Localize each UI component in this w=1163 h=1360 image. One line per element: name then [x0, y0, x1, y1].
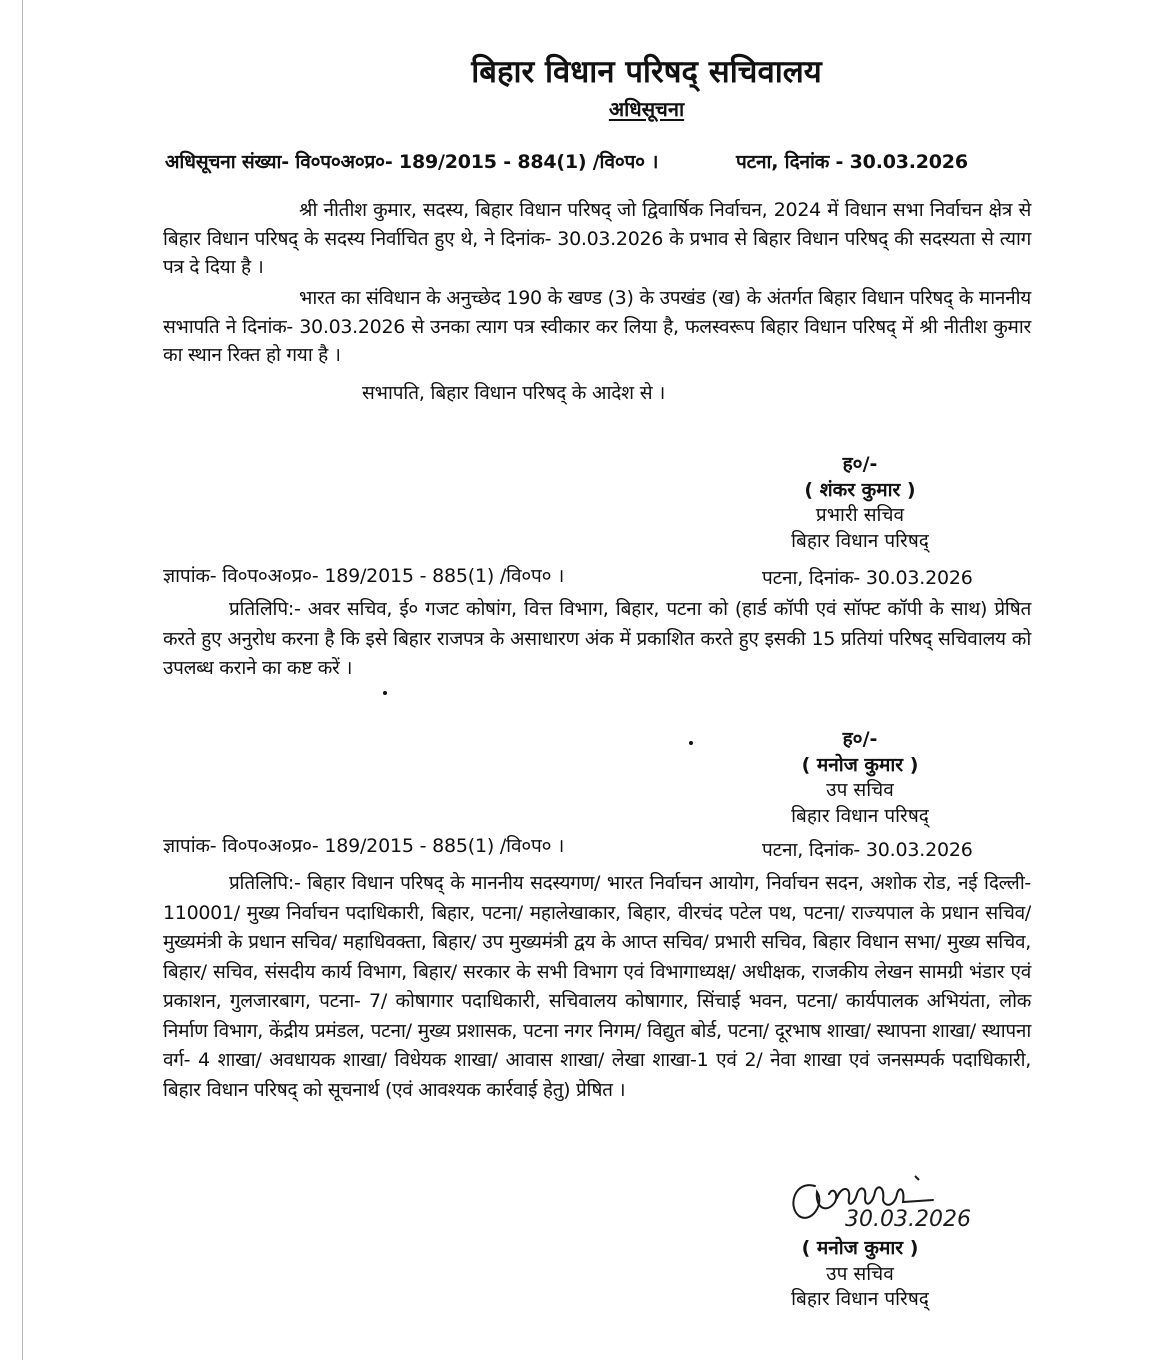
memo-1-copy-text: प्रतिलिपि:- अवर सचिव, ई० गजट कोषांग, वित्त विभाग, बिहार, पटना को (हार्ड कॉपी एवं सॉफ्ट कॉपी के साथ) प्रेषित करते हुए अनुरोध करना है कि इसे बिहार राजपत्र के असाधारण अंक में प्रकाशित करते हुए इसकी 15 प्रतियां परिषद् सचिवालय को उपलब्ध कराने का कष्ट करें । [163, 598, 1031, 679]
memo-1-number: ज्ञापांक- वि०प०अ०प्र०- 189/2015 - 885(1) /वि०प० । [163, 565, 565, 587]
notification-place-date: पटना, दिनांक - 30.03.2026 [736, 151, 968, 173]
notification-heading: अधिसूचना [608, 97, 685, 121]
signatory-designation: प्रभारी सचिव [815, 504, 905, 526]
memo-1-place-date: पटना, दिनांक- 30.03.2026 [762, 567, 973, 589]
notification-paragraph-1: श्री नीतीश कुमार, सदस्य, बिहार विधान परिषद् जो द्विवार्षिक निर्वाचन, 2024 में विधान सभा निर्वाचन क्षेत्र से बिहार विधान परिषद् के सदस्य निर्वाचित हुए थे, ने दिनांक- 30.03.2026 के प्रभाव से बिहार विधान परिषद् की सदस्यता से त्याग पत्र दे दिया है । [163, 199, 1031, 278]
signed-mark: ह०/- [842, 453, 878, 475]
memo-2-place-date: पटना, दिनांक- 30.03.2026 [762, 839, 973, 861]
signatory-designation: उप सचिव [826, 1262, 894, 1285]
signatory-designation: उप सचिव [826, 779, 894, 801]
signed-mark: ह०/- [842, 728, 878, 750]
signatory-office: बिहार विधान परिषद् [791, 804, 929, 827]
signatory-office: बिहार विधान परिषद् [791, 529, 929, 552]
scan-edge-line [22, 0, 23, 1360]
memo-2-number: ज्ञापांक- वि०प०अ०प्र०- 189/2015 - 885(1) /वि०प० । [163, 835, 565, 857]
handwritten-date: 30.03.2026 [845, 1207, 971, 1232]
signatory-name: ( मनोज कुमार ) [801, 1237, 919, 1259]
memo-2-copy-text: प्रतिलिपि:- बिहार विधान परिषद् के माननीय सदस्यगण/ भारत निर्वाचन आयोग, निर्वाचन सदन, अशोक रोड, नई दिल्ली- 110001/ मुख्य निर्वाचन पदाधिकारी, बिहार, पटना/ महालेखाकार, बिहार, वीरचंद पटेल पथ, पटना/ राज्यपाल के प्रधान सचिव/ मुख्यमंत्री के प्रधान सचिव/ महाधिवक्ता, बिहार/ उप मुख्यमंत्री द्वय के आप्त सचिव/ प्रभारी सचिव, बिहार विधान सभा/ मुख्य सचिव, बिहार/ सचिव, संसदीय कार्य विभाग, बिहार/ सरकार के सभी विभाग एवं विभागाध्यक्ष/ अधीक्षक, राजकीय लेखन सामग्री भंडार एवं प्रकाशन, गुलजारबाग, पटना- 7/ कोषागार पदाधिकारी, सचिवालय कोषागार, सिंचाई भवन, पटना/ कार्यपालक अभियंता, लोक निर्माण विभाग, केंद्रीय प्रमंडल, पटना/ मुख्य प्रशासक, पटना नगर निगम/ विद्युत बोर्ड, पटना/ दूरभाष शाखा/ स्थापना शाखा/ स्थापना वर्ग- 4 शाखा/ अवधायक शाखा/ विधेयक शाखा/ आवास शाखा/ लेखा शाखा-1 एवं 2/ नेवा शाखा एवं जनसम्पर्क पदाधिकारी, बिहार विधान परिषद् को सूचनार्थ (एवं आवश्यक कार्रवाई हेतु) प्रेषित । [163, 872, 1031, 1101]
signatory-block-3 [740, 1236, 980, 1313]
signatory-name: ( शंकर कुमार ) [804, 478, 916, 501]
scan-speck [383, 691, 387, 695]
document-title: बिहार विधान परिषद् सचिवालय [471, 54, 822, 90]
handwritten-signature-icon [785, 1168, 995, 1238]
document-subtitle [0, 96, 1163, 122]
signatory-office: बिहार विधान परिषद् [791, 1288, 929, 1310]
signatory-name: ( मनोज कुमार ) [801, 753, 919, 776]
notification-paragraph-2: भारत का संविधान के अनुच्छेद 190 के खण्ड (3) के उपखंड (ख) के अंतर्गत बिहार विधान परिषद् के माननीय सभापति ने दिनांक- 30.03.2026 से उनका त्याग पत्र स्वीकार कर लिया है, फलस्वरूप बिहार विधान परिषद् में श्री नीतीश कुमार का स्थान रिक्त हो गया है । [163, 287, 1031, 366]
notification-number: अधिसूचना संख्या- वि०प०अ०प्र०- 189/2015 - 884(1) /वि०प० । [165, 151, 659, 173]
signatory-block-1 [740, 452, 980, 554]
order-line: सभापति, बिहार विधान परिषद् के आदेश से । [362, 382, 666, 404]
signatory-block-2 [740, 727, 980, 829]
scan-speck [689, 741, 693, 745]
